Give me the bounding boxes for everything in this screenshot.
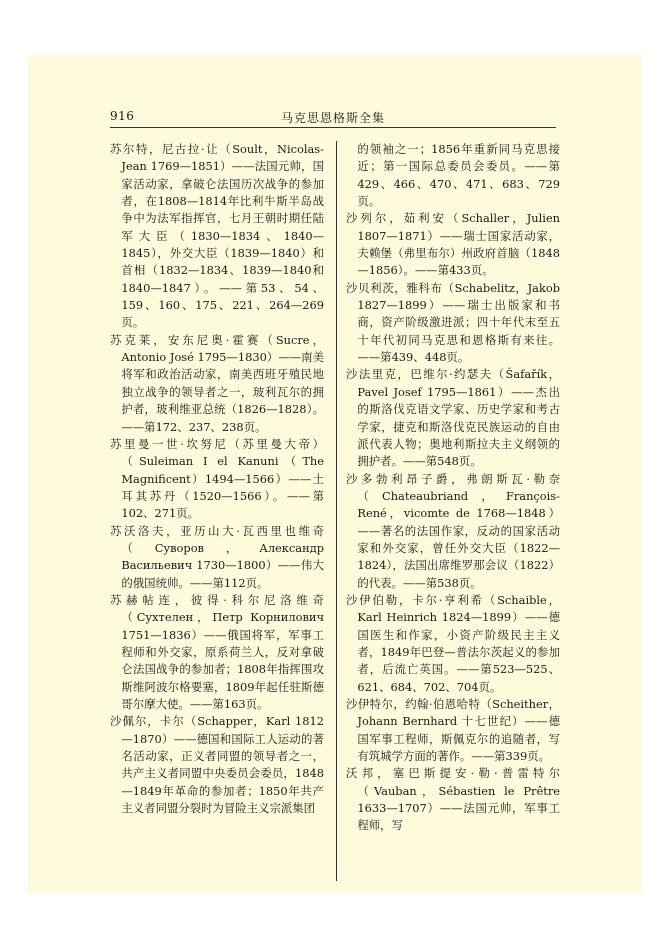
- index-entry-sucre: 苏克莱，安东尼奥·霍赛（Sucre，Antonio José 1795—1830）——南美将军和政治活动家，南美西班牙殖民地独立战争的领导者之一，玻利瓦尔的拥护者，玻利维亚总统（1826—1828）。——第172、237、238页。: [110, 332, 324, 434]
- index-entry-schapper-continued: 的领袖之一；1856年重新同马克思接近；第一国际总委员会委员。——第429、466、470、471、683、729页。: [357, 142, 560, 209]
- index-entry-schaller: 沙列尔，茹利安（Schaller，Julien 1807—1871）——瑞士国家活动家，夫赖堡（弗里布尔）州政府首脑（1848—1856）。——第433页。: [346, 211, 560, 278]
- left-column: [110, 141, 324, 817]
- index-entry-soult: 苏尔特，尼古拉·让（Soult，Nicolas-Jean 1769—1851）——法国元帅，国家活动家，拿破仑法国历次战争的参加者，在1808—1814年比利牛斯半岛战争中为法军指挥官，七月王朝时期任陆军大臣（1830—1834、1840—1845），外交大臣（1839—1840）和首相（1832—1834、1839—1840和1840—1847）。——第53、54、159、160、175、221、264—269页。: [110, 142, 324, 330]
- index-entry-schapper: 沙佩尔，卡尔（Schapper，Karl 1812—1870）——德国和国际工人运动的著名活动家，正义者同盟的领导者之一，共产主义者同盟中央委员会委员，1848—1849年革命的参加者；1850年共产主义者同盟分裂时为冒险主义宗派集团: [110, 714, 324, 816]
- index-entry-chateaubriand: 沙多勃利昂子爵，弗朗斯瓦·勒奈（Chateaubriand，François-René，vicomte de 1768—1848）——著名的法国作家，反动的国家活动家和外交家，曾任外交大臣（1822—1824），法国出席维罗那会议（1822）的代表。——第538页。: [346, 471, 560, 590]
- page-number: 916: [110, 109, 135, 123]
- column-divider: [336, 141, 337, 881]
- index-entry-suleiman: 苏里曼一世·坎努尼（苏里曼大帝）（Suleiman I el Kanuni（The Magnificent）1494—1566）——土耳其苏丹（1520—1566）。——第102、271页。: [110, 436, 324, 521]
- index-entry-schaible: 沙伊伯勒，卡尔·亨利希（Schaible，Karl Heinrich 1824—1899）——德国医生和作家，小资产阶级民主主义者，1849年巴登—普法尔茨起义的参加者，后流亡英国。——第523—525、621、684、702、704页。: [346, 592, 560, 694]
- right-column: [346, 141, 560, 835]
- index-entry-scheither: 沙伊特尔，约翰·伯恩哈特（Scheither，Johann Bernhard 十七世纪）——德国军事工程师，斯佩克尔的追随者，写有筑城学方面的著作。——第339页。: [346, 697, 560, 764]
- running-header: [110, 109, 556, 129]
- index-entry-sukhtelen: 苏赫帖连，彼得·科尔尼洛维奇（Сухтелен，Петр Корнилович 1751—1836）——俄国将军，军事工程师和外交家，原系荷兰人，反对拿破仑法国战争的参加者；1808年指挥围攻斯维阿波尔格要塞，1809年起任驻斯德哥尔摩大使。——第163页。: [110, 592, 324, 711]
- index-entry-suvorov: 苏沃洛夫，亚历山大·瓦西里也维奇（Суворов，Александр Васильевич 1730—1800）——伟大的俄国统帅。——第112页。: [110, 523, 324, 590]
- header-rule: [110, 127, 556, 128]
- book-title: 马克思恩格斯全集: [280, 111, 385, 125]
- index-entry-safarik: 沙法里克，巴维尔·约瑟夫（Šafařík，Pavel Josef 1795—1861）——杰出的斯洛伐克语文学家、历史学家和考古学家，捷克和斯洛伐克民族运动的自由派代表人物；奥地利斯拉夫主义纲领的拥护者。——第548页。: [346, 367, 560, 469]
- index-entry-schabelitz: 沙贝利茨，雅科布（Schabelitz，Jakob 1827—1899）——瑞士出版家和书商，资产阶级激进派；四十年代末至五十年代初同马克思和恩格斯有来往。——第439、448页。: [346, 280, 560, 365]
- index-entry-vauban: 沃邦，塞巴斯提安·勒·普雷特尔（Vauban，Sébastien le Prêtre 1633—1707）——法国元帅，军事工程师，写: [346, 766, 560, 833]
